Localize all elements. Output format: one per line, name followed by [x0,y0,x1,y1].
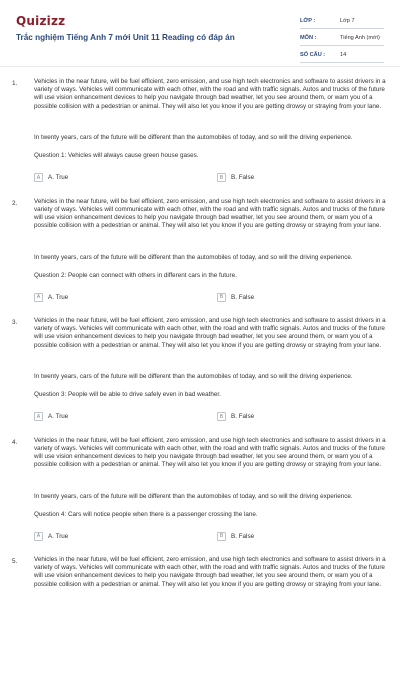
answer-option-a[interactable] [34,173,68,182]
answer-option-a[interactable] [34,412,68,421]
passage-conclusion: In twenty years, cars of the future will be different than the automobiles of today, and so will the driving experience. [34,492,353,500]
question-number: 1. [12,80,18,87]
meta-label: MÔN : [300,35,317,41]
meta-value: 14 [340,52,347,58]
reading-passage: Vehicles in the near future, will be fuel efficient, zero emission, and use high tech electronics and software to assist drivers in a variety of ways. Vehicles will communicate with each other, with the road and with traffic signals. Autos and trucks of the future will use vision enhancement devices to help you navigate through bad weather, let you see around them, or warn you of a possible collision with a pedestrian or animal. They will also let you know if you are getting drowsy or straying from your lane. [34,436,386,469]
meta-label: LỚP : [300,18,316,24]
question-item [0,78,400,198]
passage-conclusion: In twenty years, cars of the future will be different than the automobiles of today, and so will the driving experience. [34,373,353,380]
option-label: B. False [231,293,255,301]
answer-option-a[interactable] [34,532,68,541]
answer-option-b[interactable] [217,293,254,302]
answer-option-b[interactable] [217,412,254,421]
option-key-b: B [217,173,226,182]
question-number: 5. [12,558,18,565]
question-item [0,437,400,557]
worksheet-title: Trắc nghiệm Tiếng Anh 7 mới Unit 11 Reading có đáp án [16,33,235,42]
option-key-a: A [34,293,43,302]
option-label: A. True [48,413,69,420]
option-label: B. False [231,532,255,540]
option-key-a: A [34,412,43,421]
option-label: A. True [48,293,69,301]
option-key-b: B [217,293,226,302]
option-key-b: B [217,532,226,541]
option-label: A. True [48,174,69,181]
worksheet-meta [300,14,384,65]
answer-option-a[interactable] [34,293,68,302]
answer-option-b[interactable] [217,532,254,541]
option-key-a: A [34,173,43,182]
question-text: Question 3: People will be able to drive safely even in bad weather. [34,391,221,398]
question-number: 2. [12,199,18,207]
question-text: Question 1: Vehicles will always cause green house gases. [34,152,199,159]
meta-row-count [300,48,384,63]
meta-row-subject [300,31,384,46]
quizizz-logo: Quizizz [16,14,66,28]
reading-passage: Vehicles in the near future, will be fuel efficient, zero emission, and use high tech electronics and software to assist drivers in a variety of ways. Vehicles will communicate with each other, with the road and with traffic signals. Autos and trucks of the future will use vision enhancement devices to help you navigate through bad weather, let you see around them, or warn you of a possible collision with a pedestrian or animal. They will also let you know if you are getting drowsy or straying from your lane. [34,78,386,110]
reading-passage: Vehicles in the near future, will be fuel efficient, zero emission, and use high tech electronics and software to assist drivers in a variety of ways. Vehicles will communicate with each other, with the road and with traffic signals. Autos and trucks of the future will use vision enhancement devices to help you navigate through bad weather, let you see around them, or warn you of a possible collision with a pedestrian or animal. They will also let you know if you are getting drowsy or straying from your lane. [34,317,386,349]
meta-row-class [300,14,384,29]
passage-conclusion: In twenty years, cars of the future will be different than the automobiles of today, and so will the driving experience. [34,134,353,141]
question-number: 4. [12,438,18,446]
question-text: Question 2: People can connect with others in different cars in the future. [34,271,237,279]
option-label: B. False [231,413,255,420]
worksheet-header [0,0,400,62]
answer-option-b[interactable] [217,173,254,182]
header-divider [0,66,400,67]
meta-value: Lớp 7 [340,18,355,24]
meta-label: SỐ CÂU : [300,52,326,58]
question-item [0,317,400,437]
reading-passage: Vehicles in the near future, will be fuel efficient, zero emission, and use high tech electronics and software to assist drivers in a variety of ways. Vehicles will communicate with each other, with the road and with traffic signals. Autos and trucks of the future will use vision enhancement devices to help you navigate through bad weather, let you see around them, or warn you of a possible collision with a pedestrian or animal. They will also let you know if you are getting drowsy or straying from your lane. [34,556,386,588]
meta-value: Tiếng Anh (mới) [340,35,380,41]
question-list [0,78,400,676]
question-number: 3. [12,319,18,326]
option-label: A. True [48,532,69,540]
question-text: Question 4: Cars will notice people when there is a passenger crossing the lane. [34,510,258,518]
option-key-a: A [34,532,43,541]
option-label: B. False [231,174,255,181]
question-item [0,198,400,318]
question-item [0,556,400,676]
reading-passage: Vehicles in the near future, will be fuel efficient, zero emission, and use high tech electronics and software to assist drivers in a variety of ways. Vehicles will communicate with each other, with the road and with traffic signals. Autos and trucks of the future will use vision enhancement devices to help you navigate through bad weather, let you see around them, or warn you of a possible collision with a pedestrian or animal. They will also let you know if you are getting drowsy or straying from your lane. [34,197,386,230]
option-key-b: B [217,412,226,421]
passage-conclusion: In twenty years, cars of the future will be different than the automobiles of today, and so will the driving experience. [34,253,353,261]
